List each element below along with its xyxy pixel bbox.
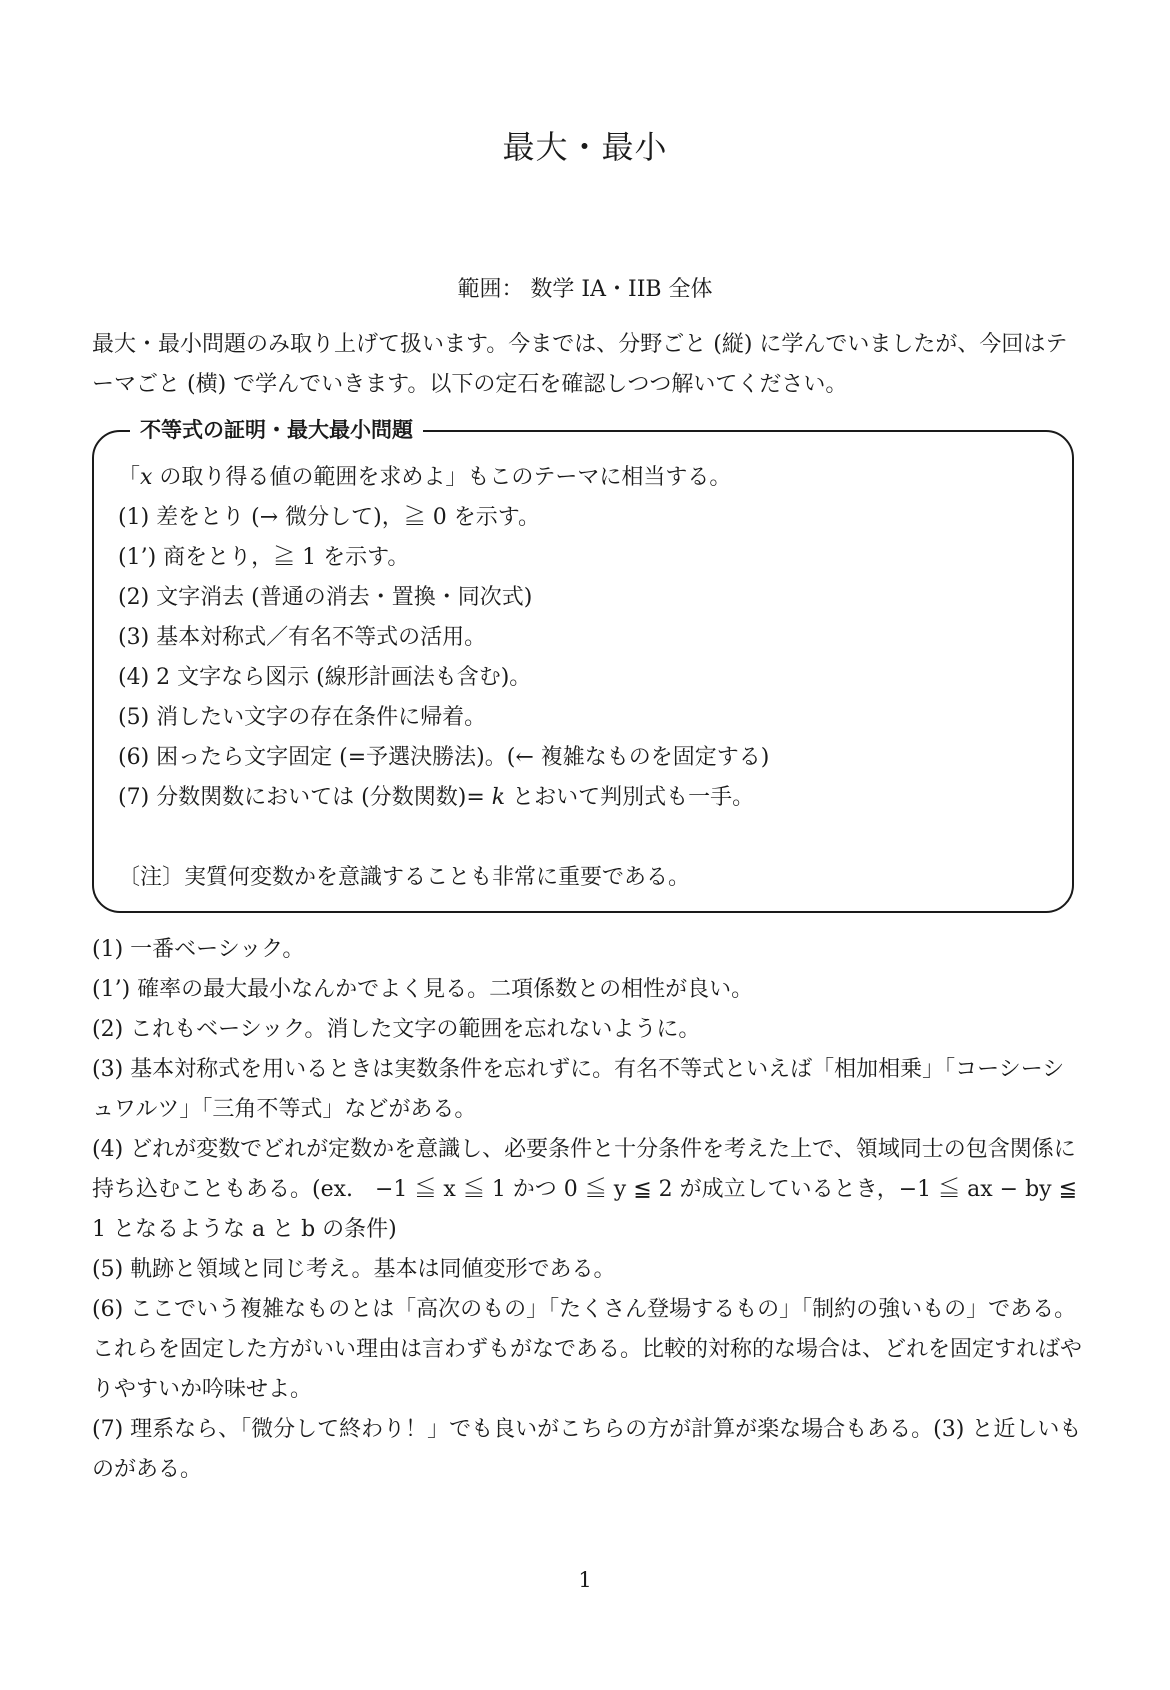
intro-text: 最大・最小問題のみ取り上げて扱います。今までは、分野ごと (縦) に学んでいましたが、今回はテーマごと (横) で学んでいきます。以下の定石を確認しつつ解いてください。 (92, 332, 1068, 397)
box-note: 〔注〕実質何変数かを意識することも非常に重要である。 (118, 865, 691, 890)
strategy-item: (1) 差をとり (→ 微分して)，≧ 0 を示す。 (118, 505, 540, 530)
comment-item: (6) ここでいう複雑なものとは「高次のもの」「たくさん登場するもの」「制約の強いもの」である。これらを固定した方がいい理由は言わずもがなである。比較的対称的な場合は、どれを固定すればやりやすいか吟味せよ。 (92, 1297, 1083, 1402)
open-bracket: 「 (118, 465, 141, 490)
variable-k: k (491, 785, 506, 810)
page-title: 最大・最小 (502, 128, 668, 166)
strategy-box (92, 418, 1074, 913)
comment-item: (4) どれが変数でどれが定数かを意識し、必要条件と十分条件を考えた上で、領域同士の包含関係に持ち込むこともある。(ex. −1 ≦ x ≦ 1 かつ 0 ≦ y ≦ 2 が成立しているとき，−1 ≦ ax − by ≦ 1 となるような a と b の条件) (92, 1137, 1078, 1242)
comment-item: (1) 一番ベーシック。 (92, 937, 305, 962)
strategy-item: (2) 文字消去 (普通の消去・置換・同次式) (118, 585, 533, 610)
strategy-item: (6) 困ったら文字固定 (=予選決勝法)。(← 複雑なものを固定する) (118, 745, 770, 770)
intro-paragraph (92, 325, 1082, 405)
item7-pre: (7) 分数関数においては (分数関数)= (118, 785, 492, 810)
strategy-box-title: 不等式の証明・最大最小問題 (130, 416, 423, 444)
strategy-item: (4) 2 文字なら図示 (線形計画法も含む)。 (118, 665, 532, 690)
strategy-item: (3) 基本対称式／有名不等式の活用。 (118, 625, 487, 650)
comment-item: (1’) 確率の最大最小なんかでよく見る。二項係数との相性が良い。 (92, 977, 754, 1002)
scope-line: 範囲： 数学 IA・IIB 全体 (457, 277, 713, 302)
variable-x: x (140, 465, 153, 490)
box-intro-text: の取り得る値の範囲を求めよ」もこのテーマに相当する。 (152, 465, 732, 490)
comment-item: (2) これもベーシック。消した文字の範囲を忘れないように。 (92, 1017, 701, 1042)
comment-item: (5) 軌跡と領域と同じ考え。基本は同値変形である。 (92, 1257, 616, 1282)
comment-item: (7) 理系なら、「微分して終わり！」でも良いがこちらの方が計算が楽な場合もある。(3) と近しいものがある。 (92, 1417, 1082, 1482)
strategy-item-7 (118, 778, 1052, 818)
page-number: 1 (578, 1568, 592, 1592)
item7-post: とおいて判別式も一手。 (505, 785, 755, 810)
strategy-box-body (118, 458, 1052, 898)
box-intro-line (118, 458, 1052, 498)
comment-item: (3) 基本対称式を用いるときは実数条件を忘れずに。有名不等式といえば「相加相乗」「コーシーシュワルツ」「三角不等式」などがある。 (92, 1057, 1065, 1122)
strategy-item: (1’) 商をとり，≧ 1 を示す。 (118, 545, 410, 570)
comments-section (92, 930, 1082, 1490)
strategy-item: (5) 消したい文字の存在条件に帰着。 (118, 705, 487, 730)
